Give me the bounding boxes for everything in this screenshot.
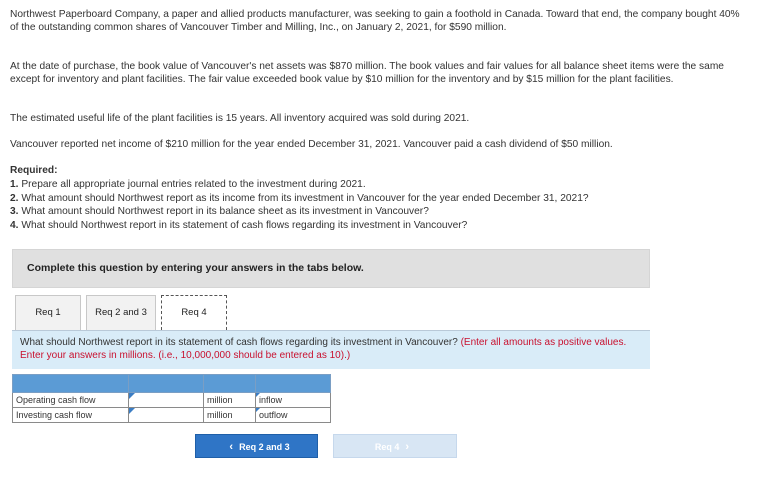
problem-paragraph-3: The estimated useful life of the plant facilities is 15 years. All inventory acquired was sold during 2021. — [10, 113, 470, 124]
instruction-question: What should Northwest report in its statement of cash flows regarding its investment in Vancouver? — [20, 337, 458, 348]
table-header-row — [13, 375, 331, 393]
chevron-left-icon: ‹ — [229, 441, 234, 453]
header-cell-dropdown — [129, 375, 204, 393]
operating-amount-input[interactable] — [129, 393, 204, 408]
required-heading: Required: — [10, 165, 58, 176]
next-req-button[interactable] — [333, 434, 457, 458]
operating-flow-select[interactable]: inflow — [256, 393, 331, 408]
instruction-panel — [12, 331, 650, 369]
required-item-1: 1. Prepare all appropriate journal entries related to the investment during 2021. — [10, 179, 366, 190]
tab-req-4[interactable]: Req 4 — [161, 295, 227, 330]
next-req-label: Req 4 — [374, 442, 400, 452]
investing-flow-select[interactable]: outflow — [256, 408, 331, 423]
required-item-3: 3. What amount should Northwest report in its balance sheet as its investment in Vancouver? — [10, 206, 429, 217]
dropdown-marker-icon — [256, 408, 260, 412]
table-row — [13, 408, 331, 423]
dropdown-marker-icon — [129, 393, 135, 399]
prev-req-label: Req 2 and 3 — [239, 442, 290, 452]
problem-paragraph-2: At the date of purchase, the book value of Vancouver's net assets was $870 million. The book values and fair values for all balance sheet items were the same except for inventory and plant facilities. The fair value exceeded book value by $10 million for the inventory and by $15 million for the plant facilities. — [10, 61, 724, 85]
row-unit-operating: million — [204, 393, 256, 408]
table-row — [13, 393, 331, 408]
row-label-operating: Operating cash flow — [13, 393, 129, 408]
tab-req-2-and-3[interactable]: Req 2 and 3 — [86, 295, 156, 330]
prev-req-button[interactable] — [195, 434, 318, 458]
problem-paragraph-1: Northwest Paperboard Company, a paper and allied products manufacturer, was seeking to gain a foothold in Canada. Toward that end, the company bought 40% of the outstanding common shares of Vancouver Timber and Milling, Inc., on January 2, 2021, for $590 million. — [10, 9, 740, 33]
complete-instructions-bar — [12, 249, 650, 288]
problem-paragraph-4: Vancouver reported net income of $210 million for the year ended December 31, 2021. Vancouver paid a cash dividend of $50 million. — [10, 139, 613, 150]
header-cell-unit — [204, 375, 256, 393]
required-list — [10, 178, 750, 232]
investing-amount-input[interactable] — [129, 408, 204, 423]
dropdown-marker-icon — [256, 393, 260, 397]
chevron-right-icon: › — [405, 441, 410, 453]
row-unit-investing: million — [204, 408, 256, 423]
complete-instructions-text: Complete this question by entering your answers in the tabs below. — [27, 262, 364, 274]
required-item-4: 4. What should Northwest report in its statement of cash flows regarding its investment in Vancouver? — [10, 219, 468, 231]
instruction-note: (Enter all amounts as positive values. Enter your answers in millions. (i.e., 10,000,000 should be entered as 10).) — [20, 337, 627, 361]
required-item-2: 2. What amount should Northwest report as its income from its investment in Vancouver for the year ended December 31, 2021? — [10, 192, 589, 204]
row-label-investing: Investing cash flow — [13, 408, 129, 423]
header-cell-flow — [256, 375, 331, 393]
cash-flow-table — [12, 374, 331, 423]
header-cell-label — [13, 375, 129, 393]
dropdown-marker-icon — [129, 408, 135, 414]
tab-req-1[interactable]: Req 1 — [15, 295, 81, 330]
